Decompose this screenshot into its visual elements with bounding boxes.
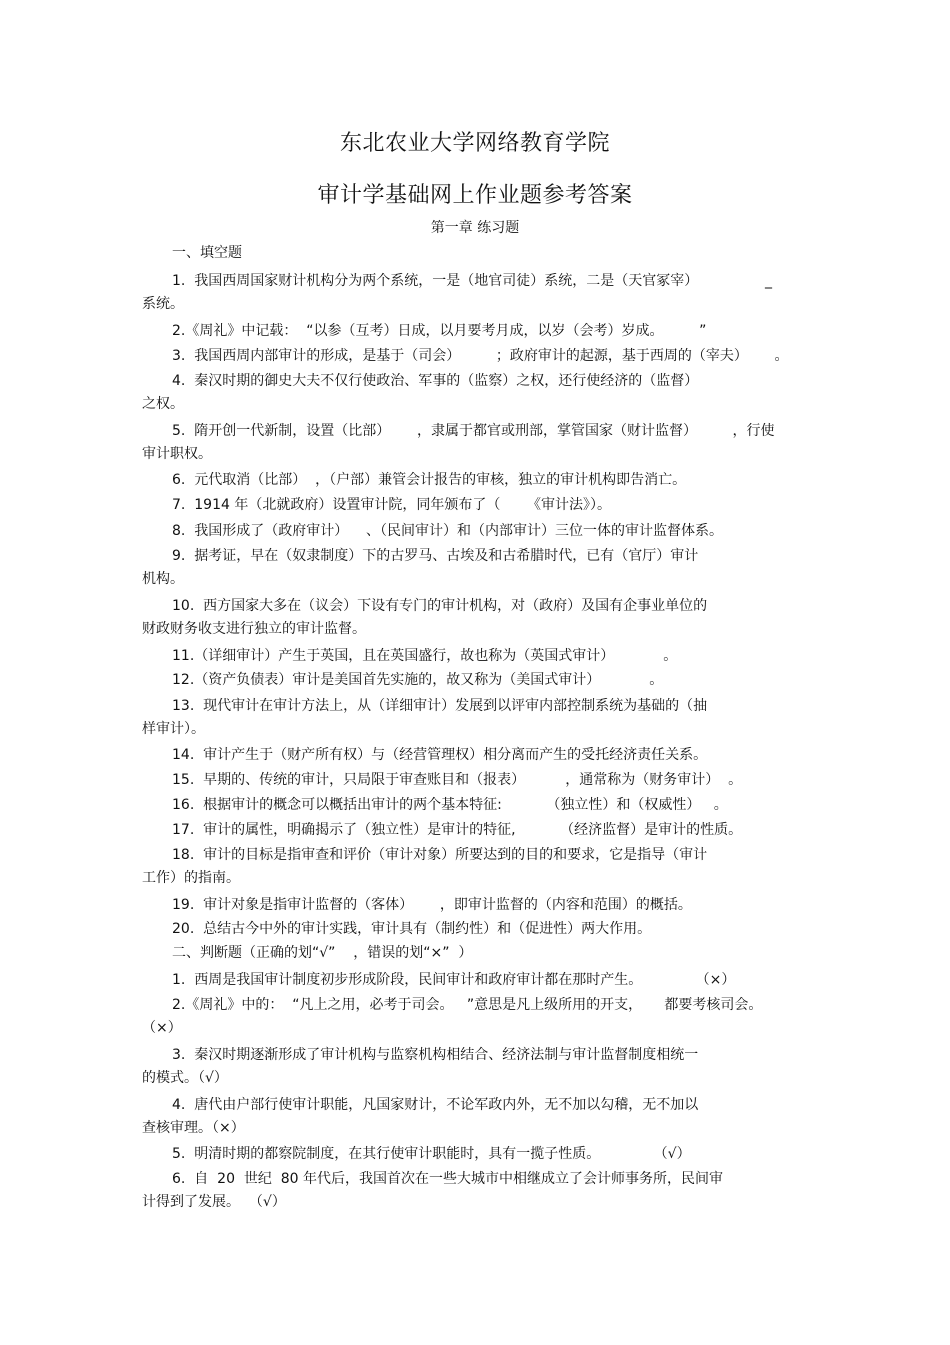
judgment-continuation: 计得到了发展。 （√） [142, 1194, 286, 1210]
judgment-continuation: 的模式。（√） [142, 1070, 228, 1086]
question-line: 16. 根据审计的概念可以概括出审计的两个基本特征: （独立性）和（权威性） 。 [172, 797, 728, 813]
question-continuation: 财政财务收支进行独立的审计监督。 [142, 621, 366, 637]
judgment-continuation: （×） [142, 1020, 182, 1036]
question-line: 14. 审计产生于（财产所有权）与（经营管理权）相分离而产生的受托经济责任关系。 [172, 747, 708, 763]
question-line: 7. 1914 年（北就政府）设置审计院，同年颁布了（ 《审计法》）。 [172, 497, 612, 513]
question-line: 8. 我国形成了（政府审计） 、（民间审计）和（内部审计）三位一体的审计监督体系。 [172, 523, 724, 539]
judgment-line: 6. 自 20 世纪 80 年代后，我国首次在一些大城市中相继成立了会计师事务所，民间审 [172, 1171, 724, 1187]
question-line: 17. 审计的属性，明确揭示了（独立性）是审计的特征, （经济监督）是审计的性质。 [172, 822, 743, 838]
question-line: 20. 总结古今中外的审计实践，审计具有（制约性）和（促进性）两大作用。 [172, 921, 652, 937]
question-line: 4. 秦汉时期的御史大夫不仅行使政治、军事的（监察）之权，还行使经济的（监督） [172, 373, 699, 389]
question-line: 3. 我国西周内部审计的形成，是基于（司会） ；政府审计的起源，基于西周的（宰夫） 。 [172, 348, 789, 364]
question-line: 2.《周礼》中记载： “以参（互考）日成，以月要考月成，以岁（会考）岁成。 ” [172, 323, 707, 339]
school-title: 东北农业大学网络教育学院 [339, 131, 610, 156]
question-continuation: 机构。 [142, 571, 184, 587]
question-line: 11.（详细审计）产生于英国，且在英国盛行，故也称为（英国式审计） 。 [172, 648, 678, 664]
judgment-continuation: 查核审理。（×） [142, 1120, 245, 1136]
question-continuation: 审计职权。 [142, 446, 212, 462]
question-line: 19. 审计对象是指审计监督的（客体） ，即审计监督的（内容和范围）的概括。 [172, 897, 692, 913]
judgment-line: 2.《周礼》中的： “凡上之用，必考于司会。 ”意思是凡上级所用的开支， 都要考核司会。 [172, 997, 763, 1013]
question-continuation: 工作）的指南。 [142, 870, 240, 886]
judgment-line: 4. 唐代由户部行使审计职能，凡国家财计，不论军政内外，无不加以勾稽，无不加以 [172, 1097, 699, 1113]
chapter-heading: 第一章 练习题 [430, 220, 520, 236]
question-line: 10. 西方国家大多在（议会）下设有专门的审计机构，对（政府）及国有企事业单位的 [172, 598, 708, 614]
judgment-line: 1. 西周是我国审计制度初步形成阶段，民间审计和政府审计都在那时产生。 （×） [172, 972, 736, 988]
question-line: 9. 据考证，早在（奴隶制度）下的古罗马、古埃及和古希腊时代，已有（官厅）审计 [172, 548, 699, 564]
question-line: 5. 隋开创一代新制，设置（比部） ，隶属于都官或刑部，掌管国家（财计监督） ，行使 [172, 423, 775, 439]
question-line: 18. 审计的目标是指审查和评价（审计对象）所要达到的目的和要求，它是指导（审计 [172, 847, 708, 863]
document-title: 审计学基础网上作业题参考答案 [317, 183, 633, 208]
section-heading-fill-blank: 一、填空题 [172, 245, 242, 261]
question-line: 15. 早期的、传统的审计，只局限于审查账目和（报表） ，通常称为（财务审计） 。 [172, 772, 743, 788]
judgment-line: 5. 明清时期的都察院制度，在其行使审计职能时，具有一揽子性质。 （√） [172, 1146, 691, 1162]
section-heading-true-false: 二、判断题（正确的划“√” ，错误的划“×” ） [172, 945, 473, 961]
question-line: 1. 我国西周国家财计机构分为两个系统，一是（地官司徒）系统，二是（天官冢宰） _ [172, 273, 773, 289]
judgment-line: 3. 秦汉时期逐渐形成了审计机构与监察机构相结合、经济法制与审计监督制度相统一 [172, 1047, 699, 1063]
question-continuation: 样审计）。 [142, 721, 205, 737]
question-line: 13. 现代审计在审计方法上，从（详细审计）发展到以评审内部控制系统为基础的（抽 [172, 698, 708, 714]
question-line: 12.（资产负债表）审计是美国首先实施的，故又称为（美国式审计） 。 [172, 672, 664, 688]
question-line: 6. 元代取消（比部） ，（户部）兼管会计报告的审核，独立的审计机构即告消亡。 [172, 472, 687, 488]
question-continuation: 系统。 [142, 296, 184, 312]
question-continuation: 之权。 [142, 396, 184, 412]
